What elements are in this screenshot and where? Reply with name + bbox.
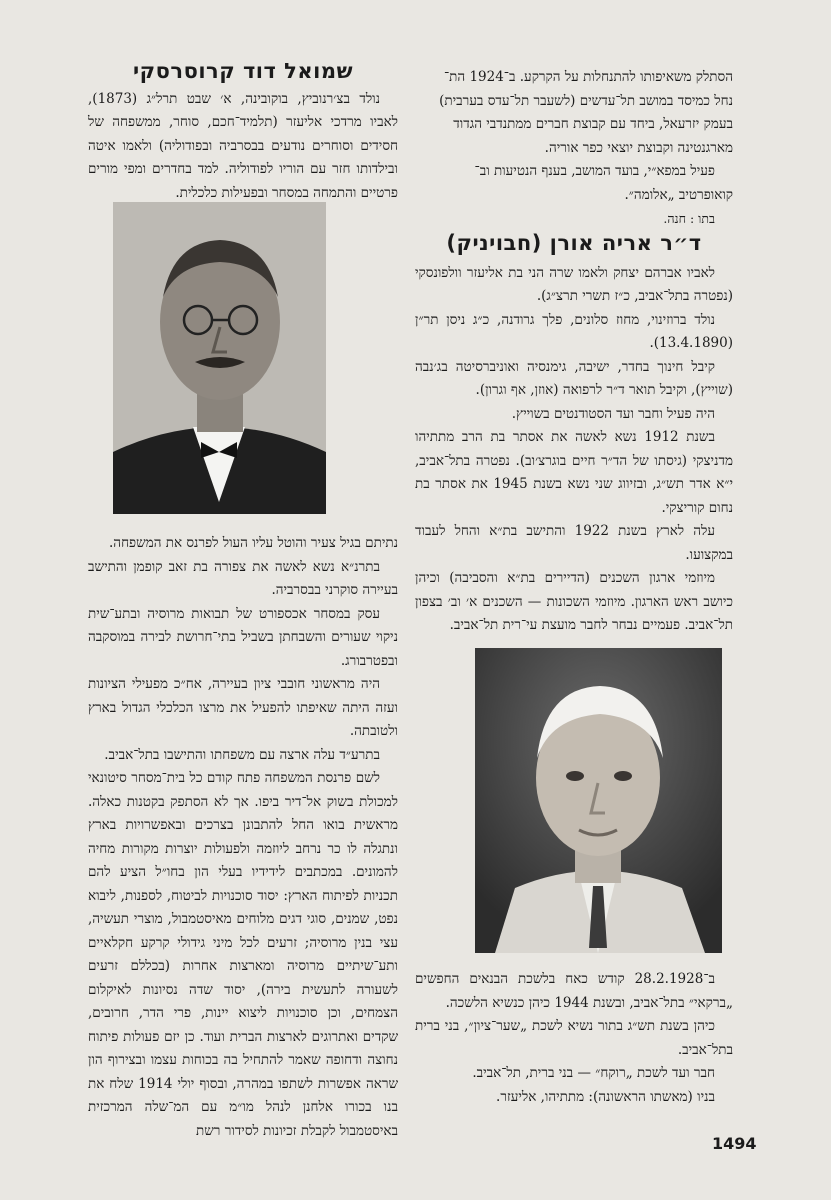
aryeh-oren-title: ד״ר אריה אורן (חבויניק) xyxy=(446,231,702,255)
aryeh-para-2: נולד ברוזינוי, מחוז סלונים, פלך גרודנה, כ״ג ניסן תר״ן (13.4.1890). xyxy=(415,311,733,351)
aryeh-para-5: בשנת 1912 נשא לאשה את אסתר בת הרב מתתיהו מדניצקי (גיסתו של הד״ר חיים בוגרצ׳וב). נפטרה בתל־אביב, י״א אדר תש״ג, ובזיווג שני נשא בשנת 1945 את אסתר בת נחום קוריצקי. xyxy=(415,429,733,516)
shmuel-entry xyxy=(88,60,398,205)
right-top-line-2: נחל כמיסד במושב תל־עדשים (לשעבר תל־עדס בערבית) xyxy=(439,92,733,109)
aryeh-para-1: לאביו אברהם יצחק ולאמו שרה הני בת אליעזר וולפונסקי (נפטרה בתל־אביב, כ״ז תשרי תרצ״ג). xyxy=(415,264,733,304)
aryeh-after-1: ב־28.2.1928 קודש כאח בלשכת הבנאים החפשים „ברקאי״ בתל־אביב, ובשנת 1944 כיהן כנשיא הלשכה. xyxy=(415,971,733,1011)
aryeh-para-3: קיבל חינוך בחדר, ישיבה, גימנסיה ואוניברסיטה בג׳נבה (שוייץ), וקיבל תואר ד״ר לרפואה (אוזן, אף וגרון). xyxy=(415,358,733,398)
shmuel-after-6: לשם פרנסת המשפחה פתח קודם כל בית־מסחר סיטונאי למכולת בשוק אל־דיר ביפו. אך לא הסתפק בקטנות כאלה. מראשית בואו החל להתבונן בצרכים ובאפשרויות בארץ ונתגלה לו כר נרחב ליוזמה ולפעולות יוצרות מקורות מחיה להמונים. במכתבים לידידיו בעלי הון בחו״ל הציע להם תכניות לפיתוח הארץ: יסוד סוכנויות לביטוח, לספנות, ליבוא נפט, שמנים, סוגי דגים מלוחים מאיסטמבול, מוצרי תעשיה, עצי בנין מרוסיה; זרעים לכל מיני גידולי קרקע חקלאיים ותע־שיתיים מרוסיה ומארצות אחרות (בכללם זרעים לשעורה לתעשית בירה), יסוד שדה נסיונות לאיקלום הצמחים, וכן סוכנויות ליצוא יינות, פרי הדר, חרובים, שקדים ואתרוגים לארצות הברית ועוד. כן יזם פעולות פיתוח נחוצה ודחופה שאמר להתחיל בה בכוחות עצמו ובצירוף הון שראה אפשרות לשתפו במהרה, ובסוף יולי 1914 שלח את בנו בכורו אלחנן לנהל מו״מ עם המ־שלה המרכזית באיסטמבול לקבלת זכיונות לסידור רשת xyxy=(88,770,399,1139)
right-top-para2-line-2: קואופרטיב „אלומה״. xyxy=(624,186,733,203)
shmuel-after-5: בתרע״ד עלה ארצה עם משפחתו והתישבו בתל־אביב. xyxy=(104,746,380,763)
aryeh-para-6: עלה לארץ בשנת 1922 והתישב בת״א והחל לעבוד במקצועו. xyxy=(415,523,733,563)
right-top-line-3: בעמק יזרעאל, ביחד עם קבוצת חברים ממתנדבי הגדוד xyxy=(453,116,733,132)
aryeh-oren-entry xyxy=(415,232,733,638)
shmuel-intro: נולד בצ׳רנוביץ, בוקובינה, א׳ שבט תרל״ג (1873), לאביו מרדכי אליעזר (תלמיד־חכם, סוחר, ממשפחה של חסידים וסוחרים נודעים בבסרביה ובפודוליה) ולאמו איטה ובילדותו חזר עם הוריו לפודוליה. למד בחדרים ומפי מורים פרטיים והתמחה במסחר ובפעילות כלכלית. xyxy=(88,90,398,201)
shmuel-photo xyxy=(113,202,326,514)
daughter-line: בתו : חנה. xyxy=(663,211,715,226)
right-top-line-4: מארגנטינה וקבוצת יוצאי כפר אוריה. xyxy=(544,139,733,156)
aryeh-oren-photo xyxy=(475,648,722,953)
aryeh-after-3: חבר ועד לשכת „רוקח״ — בני ברית, תל־אביב. xyxy=(472,1065,715,1081)
right-column-top xyxy=(415,66,733,231)
shmuel-after-4: היה מראשוני חובבי ציון בעיירה, אח״כ מפעילי הציונות ועזה היתה שאיפתו להפעיל את מרצו הכלכלי הגדול בארץ ולטובתה. xyxy=(88,676,398,739)
shmuel-after-2: בתרנ״א נשא לאשה את צפורה בת זאב קופמן והתישב בעיירה סוקרני בבסרביה. xyxy=(88,558,398,598)
shmuel-after-photo xyxy=(88,532,398,1143)
portrait-man-white-hair xyxy=(475,648,722,953)
aryeh-after-photo xyxy=(415,968,733,1109)
shmuel-after-1: נתיתם בגיל צעיר והוטל עליו העול לפרנס את המשפחה. xyxy=(109,535,398,551)
aryeh-para-4: היה פעיל וחבר ועד הסטודנטים בשוייץ. xyxy=(511,405,715,422)
right-top-para2-line-1: פעיל במפא״י, בועד המושב, בענף הנטיעות וב־ xyxy=(474,163,715,179)
shmuel-after-3: עסק במסחר אכספורט של תבואות מרוסיה ובתע־שית ניקוי שעורים והשבחתן בשביל בתי־חרושת לבירה במוסקבה ובפטרבורג. xyxy=(88,605,398,669)
aryeh-after-4: בניו (מאשתו הראשונה): מתתיהו, אליעזר. xyxy=(496,1088,715,1105)
portrait-man-glasses xyxy=(113,202,326,514)
aryeh-after-2: כיהן בשנת תש״ג בתור נשיא לשכת „שער־ציון״, בני ברית בתל־אביב. xyxy=(415,1018,733,1058)
shmuel-title: שמואל דוד קרוסרסקי xyxy=(133,59,353,83)
page-number: 1494 xyxy=(712,1134,757,1153)
right-top-line-1: הסתלק משאיפותו להתנחלות על הקרקע. ב־1924 הת־ xyxy=(443,69,733,85)
aryeh-para-7: מיוזמי ארגון השכנים (הדיירים בת״א והסביבה) וכיהן כיושב ראש הארגון. מיוזמי השכונות — השכנים א׳ וב׳ בצפון תל־אביב. פעמיים נבחר לחבר מועצת עי־רית תל־אביב. xyxy=(415,570,733,633)
